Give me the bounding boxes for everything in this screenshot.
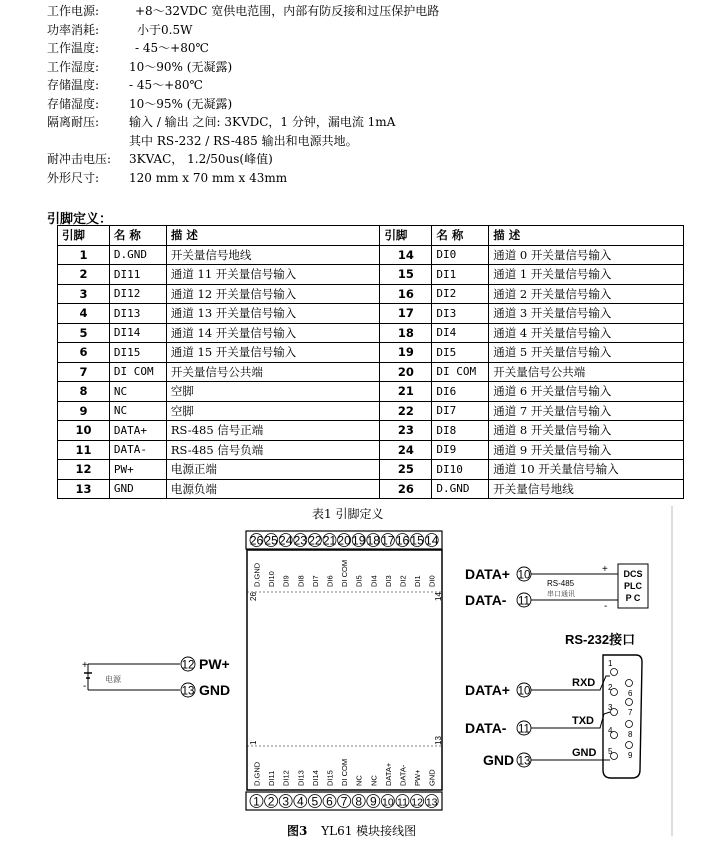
pin-name: DI6 — [432, 382, 489, 402]
pin-number: 9 — [58, 401, 110, 421]
pin-name: PW+ — [109, 460, 166, 480]
pin-description: 通道 7 开关量信号输入 — [489, 401, 684, 421]
terminal-label: DI7 — [310, 575, 320, 587]
dcs-label: PLC — [624, 581, 642, 591]
terminal-number: 5 — [311, 794, 319, 809]
db9-pin-number: 3 — [608, 703, 613, 712]
spec-value: 其中 RS-232 / RS-485 输出和电源共地。 — [129, 133, 358, 148]
header-cell: 引脚 — [380, 226, 432, 246]
pin-name: DI13 — [109, 304, 166, 324]
pin-description: 通道 0 开关量信号输入 — [489, 245, 684, 265]
pin-description: 通道 12 开关量信号输入 — [166, 284, 380, 304]
pin-name: DI9 — [432, 440, 489, 460]
terminal-number: 11 — [397, 796, 408, 809]
pin-description: 通道 11 开关量信号输入 — [166, 265, 380, 285]
figure-number: 图3 — [287, 824, 308, 838]
pin-number: 10 — [58, 421, 110, 441]
terminal-number: 2 — [267, 794, 275, 809]
terminal-label: DI3 — [383, 575, 393, 587]
terminal-label: DI13 — [296, 770, 306, 786]
db9-pin-number: 1 — [608, 659, 613, 668]
header-cell: 描 述 — [166, 226, 380, 246]
pin-number: 6 — [58, 343, 110, 363]
spec-value: - 45～+80℃ — [135, 41, 209, 55]
terminal-number: 7 — [340, 794, 348, 809]
terminal-label: DI10 — [267, 571, 277, 587]
corner-pin-number: 26 — [249, 592, 258, 601]
terminal-label: PW+ — [413, 769, 423, 786]
pin-number: 8 — [58, 382, 110, 402]
pin-name: DI14 — [109, 323, 166, 343]
pin-number: 26 — [380, 479, 432, 499]
pin-description: 通道 3 开关量信号输入 — [489, 304, 684, 324]
rs232-pin-label: DATA+ — [465, 682, 510, 698]
corner-pin-number: 14 — [434, 592, 443, 601]
pin-description: 开关量信号地线 — [166, 245, 380, 265]
terminal-number: 26 — [249, 533, 264, 548]
pin-name: DI0 — [432, 245, 489, 265]
terminal-label: DI6 — [325, 575, 335, 587]
db9-pin-number: 4 — [608, 726, 613, 735]
power-pin-label: GND — [199, 682, 231, 698]
pin-name: DI4 — [432, 323, 489, 343]
power-pin-number: 12 — [181, 659, 195, 672]
db9-pin — [626, 721, 633, 728]
header-cell: 名 称 — [109, 226, 166, 246]
rs232-signal-label: GND — [572, 747, 597, 759]
pin-description: 通道 2 开关量信号输入 — [489, 284, 684, 304]
power-minus: - — [83, 681, 87, 692]
dcs-label: P C — [625, 593, 641, 603]
pin-name: DI3 — [432, 304, 489, 324]
pin-number: 11 — [58, 440, 110, 460]
terminal-number: 18 — [366, 533, 380, 548]
corner-pin-number: 1 — [249, 740, 258, 745]
terminal-label: DI8 — [296, 575, 306, 587]
pin-description: 通道 13 开关量信号输入 — [166, 304, 380, 324]
spec-label: 工作温度: — [47, 41, 100, 55]
spec-label: 隔离耐压: — [47, 115, 100, 129]
header-cell: 描 述 — [489, 226, 684, 246]
terminal-label: NC — [369, 775, 379, 786]
db9-pin — [611, 669, 618, 676]
pin-description: 空脚 — [166, 382, 380, 402]
rs485-plus: + — [602, 564, 608, 575]
table-caption: 表1 引脚定义 — [312, 507, 384, 521]
terminal-label: DI14 — [310, 770, 320, 786]
pin-name: DI2 — [432, 284, 489, 304]
pin-name: GND — [109, 479, 166, 499]
rs232-pin-number: 13 — [517, 755, 531, 768]
pin-description: 电源负端 — [166, 479, 380, 499]
db9-pin — [626, 742, 633, 749]
terminal-label: DATA+ — [383, 762, 393, 786]
terminal-number: 9 — [369, 794, 377, 809]
terminal-number: 1 — [253, 794, 260, 809]
spec-value: 3KVAC， 1.2/50us(峰值) — [129, 152, 273, 166]
terminal-label: DI11 — [267, 770, 277, 786]
terminal-number: 4 — [296, 794, 304, 809]
terminal-number: 16 — [395, 533, 410, 548]
pin-name: DI10 — [432, 460, 489, 480]
rs232-wire — [531, 712, 610, 728]
terminal-number: 17 — [381, 533, 395, 548]
rs232-signal-label: TXD — [572, 715, 594, 727]
dcs-label: DCS — [623, 569, 643, 579]
terminal-number: 15 — [410, 533, 424, 548]
header-cell: 引脚 — [58, 226, 110, 246]
spec-value: 输入 / 输出 之间: 3KVDC，1 分钟，漏电流 1mA — [129, 115, 396, 129]
pin-name: DI1 — [432, 265, 489, 285]
rs232-title: RS-232接口 — [565, 632, 636, 647]
pin-number: 16 — [380, 284, 432, 304]
spec-label: 外形尺寸: — [47, 170, 100, 185]
rs232-signal-label: RXD — [572, 677, 596, 689]
pin-number: 19 — [380, 343, 432, 363]
section-title: 引脚定义： — [47, 212, 113, 227]
pin-name: D.GND — [432, 479, 489, 499]
terminal-label: DI1 — [413, 575, 423, 587]
terminal-number: 13 — [425, 796, 438, 809]
pin-description: 开关量信号公共端 — [166, 362, 380, 382]
rs485-label: RS-485 — [547, 579, 575, 588]
spec-label: 存储温度: — [47, 78, 100, 92]
terminal-label: D.GND — [252, 562, 262, 587]
pin-number: 14 — [380, 245, 432, 265]
spec-value: 10～95% (无凝露) — [129, 96, 233, 111]
terminal-number: 10 — [382, 796, 394, 809]
pin-name: DI12 — [109, 284, 166, 304]
pin-number: 17 — [380, 304, 432, 324]
power-source-label: 电源 — [105, 675, 121, 684]
spec-label: 功率消耗: — [47, 22, 100, 37]
spec-value: 小于0.5W — [137, 22, 193, 37]
terminal-number: 25 — [264, 533, 278, 548]
db9-pin — [626, 699, 633, 706]
pin-name: DI5 — [432, 343, 489, 363]
rs232-pin-label: DATA- — [465, 720, 507, 736]
rs485-pin-number: 11 — [518, 595, 530, 608]
pin-name: D.GND — [109, 245, 166, 265]
pin-name: DI8 — [432, 421, 489, 441]
terminal-number: 19 — [352, 533, 366, 548]
terminal-number: 24 — [279, 533, 293, 548]
pin-number: 23 — [380, 421, 432, 441]
rs485-pin-label: DATA+ — [465, 566, 510, 582]
db9-pin-number: 6 — [628, 689, 633, 698]
rs485-sub-label: 串口通讯 — [547, 590, 575, 598]
pin-description: 开关量信号地线 — [489, 479, 684, 499]
pin-number: 15 — [380, 265, 432, 285]
pin-description: 通道 6 开关量信号输入 — [489, 382, 684, 402]
pin-description: 通道 5 开关量信号输入 — [489, 343, 684, 363]
terminal-label: DI0 — [427, 575, 437, 587]
pin-number: 4 — [58, 304, 110, 324]
pin-name: NC — [109, 401, 166, 421]
terminal-number: 21 — [322, 533, 337, 548]
spec-label: 工作湿度: — [47, 59, 100, 74]
pin-name: DI COM — [109, 362, 166, 382]
terminal-label: DI COM — [340, 758, 350, 786]
pin-number: 7 — [58, 362, 110, 382]
terminal-label: GND — [427, 769, 437, 786]
db9-pin — [626, 680, 633, 687]
figure-title: YL61 模块接线图 — [321, 824, 417, 838]
pin-name: NC — [109, 382, 166, 402]
pin-description: 通道 1 开关量信号输入 — [489, 265, 684, 285]
pin-number: 18 — [380, 323, 432, 343]
pin-name: DATA- — [109, 440, 166, 460]
pin-number: 3 — [58, 284, 110, 304]
power-pin-number: 13 — [181, 685, 195, 698]
pin-number: 24 — [380, 440, 432, 460]
terminal-number: 6 — [326, 794, 333, 809]
db9-pin-number: 5 — [608, 747, 613, 756]
pin-description: RS-485 信号正端 — [166, 421, 380, 441]
pin-number: 20 — [380, 362, 432, 382]
terminal-label: NC — [354, 775, 364, 786]
rs232-pin-label: GND — [483, 752, 515, 768]
terminal-label: DI9 — [281, 575, 291, 587]
spec-label: 存储湿度: — [47, 96, 100, 111]
pin-number: 22 — [380, 401, 432, 421]
pin-description: 通道 10 开关量信号输入 — [489, 460, 684, 480]
terminal-label: DI5 — [354, 575, 364, 587]
pin-number: 12 — [58, 460, 110, 480]
terminal-number: 23 — [293, 533, 307, 548]
db9-pin-number: 9 — [628, 751, 633, 760]
terminal-label: D.GND — [252, 761, 262, 786]
pin-name: DATA+ — [109, 421, 166, 441]
power-pin-label: PW+ — [199, 656, 230, 672]
rs485-pin-label: DATA- — [465, 592, 507, 608]
terminal-label: DATA- — [398, 764, 408, 786]
pin-name: DI15 — [109, 343, 166, 363]
db9-pin-number: 2 — [608, 683, 613, 692]
terminal-number: 8 — [355, 794, 363, 809]
terminal-number: 22 — [308, 533, 322, 548]
terminal-label: DI2 — [398, 575, 408, 587]
rs232-pin-number: 10 — [517, 685, 531, 698]
spec-value: +8～32VDC 宽供电范围，内部有防反接和过压保护电路 — [135, 4, 440, 18]
pin-number: 1 — [58, 245, 110, 265]
terminal-label: DI12 — [281, 770, 291, 786]
db9-pin-number: 8 — [628, 730, 633, 739]
header-cell: 名 称 — [432, 226, 489, 246]
terminal-label: DI4 — [369, 575, 379, 587]
pin-number: 5 — [58, 323, 110, 343]
rs485-pin-number: 10 — [517, 569, 531, 582]
rs485-minus: - — [604, 601, 608, 612]
pin-description: 电源正端 — [166, 460, 380, 480]
terminal-label: DI15 — [325, 770, 335, 786]
pin-description: 空脚 — [166, 401, 380, 421]
db9-pin-number: 7 — [628, 708, 633, 717]
pin-description: RS-485 信号负端 — [166, 440, 380, 460]
pin-number: 25 — [380, 460, 432, 480]
spec-value: - 45～+80℃ — [129, 78, 203, 92]
spec-value: 10～90% (无凝露) — [129, 59, 233, 74]
pin-name: DI COM — [432, 362, 489, 382]
pin-name: DI11 — [109, 265, 166, 285]
terminal-number: 12 — [411, 796, 423, 809]
spec-value: 120 mm x 70 mm x 43mm — [129, 170, 288, 185]
terminal-number: 3 — [282, 794, 290, 809]
spec-label: 耐冲击电压: — [47, 152, 112, 166]
rs232-wire — [531, 676, 610, 690]
pin-number: 2 — [58, 265, 110, 285]
pin-description: 通道 8 开关量信号输入 — [489, 421, 684, 441]
pin-name: DI7 — [432, 401, 489, 421]
figure-caption — [287, 822, 416, 839]
terminal-label: DI COM — [340, 559, 350, 587]
power-plus: + — [82, 660, 88, 671]
pin-number: 21 — [380, 382, 432, 402]
terminal-number: 20 — [337, 533, 351, 548]
pin-description: 通道 15 开关量信号输入 — [166, 343, 380, 363]
terminal-number: 14 — [425, 533, 439, 548]
pin-description: 通道 9 开关量信号输入 — [489, 440, 684, 460]
pin-number: 13 — [58, 479, 110, 499]
corner-pin-number: 13 — [434, 736, 443, 745]
pin-description: 通道 4 开关量信号输入 — [489, 323, 684, 343]
spec-label: 工作电源: — [47, 4, 100, 18]
pin-description: 通道 14 开关量信号输入 — [166, 323, 380, 343]
rs232-pin-number: 11 — [518, 723, 530, 736]
pin-description: 开关量信号公共端 — [489, 362, 684, 382]
